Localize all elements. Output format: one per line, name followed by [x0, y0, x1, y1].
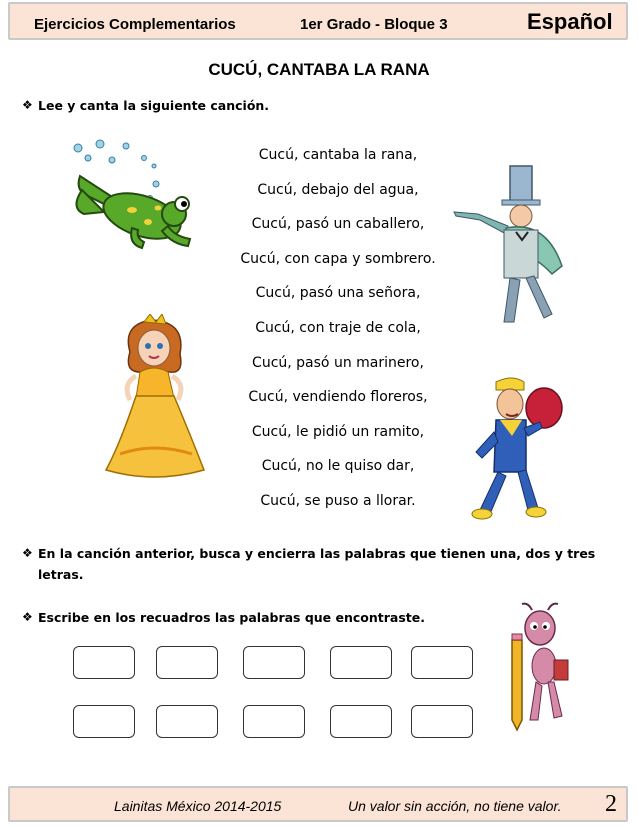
answer-box[interactable] [330, 646, 392, 679]
footer-motto: Un valor sin acción, no tiene valor. [348, 798, 562, 814]
instruction-read-text: Lee y canta la siguiente canción. [38, 98, 270, 113]
princess-illustration [100, 314, 210, 482]
answer-box[interactable] [156, 646, 218, 679]
footer-credit: Lainitas México 2014-2015 [114, 798, 282, 814]
diamond-bullet-icon: ❖ [22, 610, 33, 624]
song-line: Cucú, pasó un marinero, [252, 354, 424, 371]
song-line: Cucú, pasó un caballero, [251, 216, 425, 233]
instruction-read [22, 95, 270, 116]
frog-illustration [70, 136, 205, 251]
diamond-bullet-icon: ❖ [22, 546, 33, 560]
song-line: Cucú, se puso a llorar. [260, 492, 416, 509]
answer-box[interactable] [330, 705, 392, 738]
header-subject: Español [527, 9, 613, 34]
sailor-illustration [466, 376, 566, 526]
song-line: Cucú, no le quiso dar, [261, 458, 415, 475]
page-title: CUCÚ, CANTABA LA RANA [208, 60, 430, 79]
answer-box[interactable] [73, 646, 135, 679]
header-grade: 1er Grado - Bloque 3 [300, 16, 448, 33]
ant-illustration [508, 602, 572, 732]
instruction-find [22, 543, 598, 585]
song-line: Cucú, con capa y sombrero. [240, 250, 436, 267]
song-line: Cucú, cantaba la rana, [258, 147, 418, 163]
page-number: 2 [605, 791, 617, 817]
song-line: Cucú, con traje de cola, [255, 319, 421, 336]
page-header [8, 2, 628, 40]
song-lyrics [228, 138, 448, 519]
instruction-find-text: En la canción anterior, busca y encierra las palabras que tienen una, dos y tres letras. [38, 546, 596, 582]
song-line: Cucú, pasó una señora, [255, 285, 421, 302]
instruction-write [22, 607, 426, 628]
answer-box[interactable] [156, 705, 218, 738]
answer-box[interactable] [73, 705, 135, 738]
gentleman-illustration [448, 162, 566, 330]
answer-box[interactable] [411, 705, 473, 738]
instruction-write-text: Escribe en los recuadros las palabras que encontraste. [38, 610, 426, 625]
diamond-bullet-icon: ❖ [22, 98, 33, 112]
answer-box[interactable] [243, 705, 305, 738]
song-line: Cucú, vendiendo floreros, [248, 389, 428, 406]
page-footer [8, 786, 628, 822]
song-line: Cucú, le pidió un ramito, [251, 423, 425, 440]
header-series: Ejercicios Complementarios [34, 16, 236, 33]
song-line: Cucú, debajo del agua, [257, 181, 419, 198]
answer-box[interactable] [411, 646, 473, 679]
answer-box[interactable] [243, 646, 305, 679]
